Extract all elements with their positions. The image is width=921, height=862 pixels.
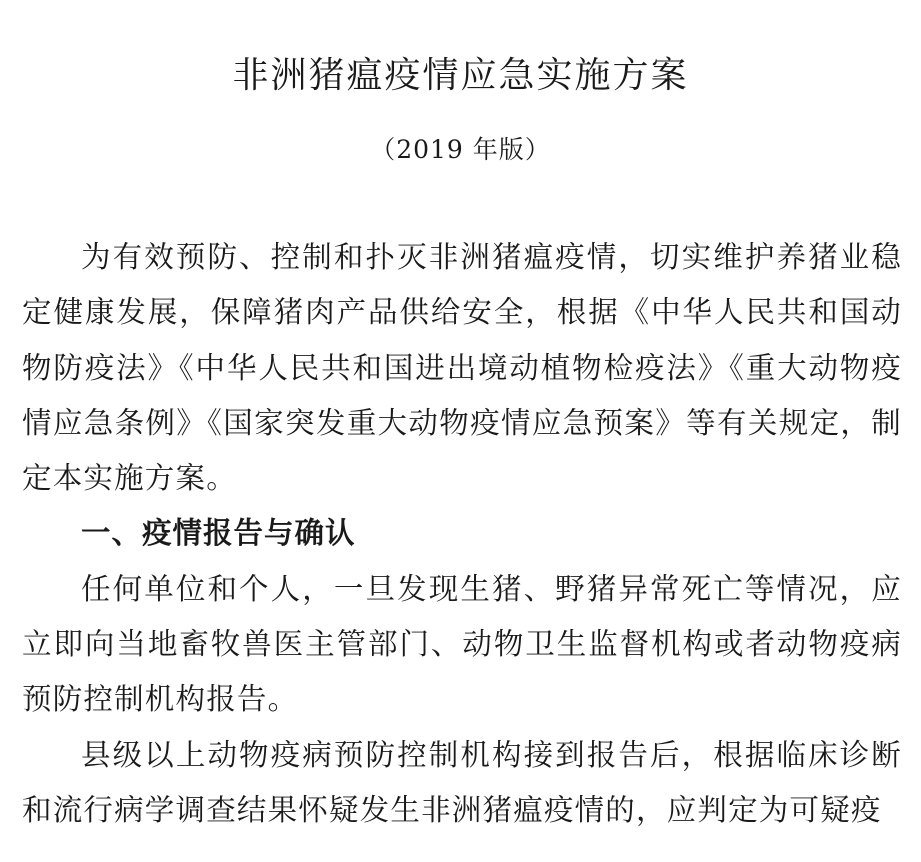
section-paragraph: 县级以上动物疫病预防控制机构接到报告后，根据临床诊断和流行病学调查结果怀疑发生非洲猪瘟疫情的，应判定为可疑疫 [22,737,902,827]
section-heading: 一、疫情报告与确认 [81,516,356,551]
document-subtitle: （2019 年版） [370,135,551,164]
intro-paragraph: 为有效预防、控制和扑灭非洲猪瘟疫情，切实维护养猪业稳定健康发展，保障猪肉产品供给安全，根据《中华人民共和国动物防疫法》《中华人民共和国进出境动植物检疫法》《重大动物疫情应急条例》《国家突发重大动物疫情应急预案》等有关规定，制定本实施方案。 [22,240,902,496]
section-paragraph: 任何单位和个人，一旦发现生猪、野猪异常死亡等情况，应立即向当地畜牧兽医主管部门、动物卫生监督机构或者动物疫病预防控制机构报告。 [22,571,902,717]
document-title: 非洲猪瘟疫情应急实施方案 [232,55,689,96]
document-body [22,230,902,838]
